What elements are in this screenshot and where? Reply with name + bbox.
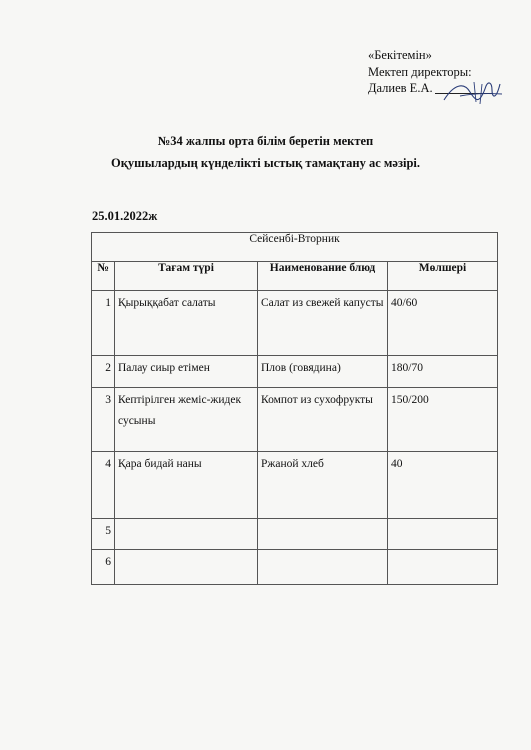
col-header-dish-ru: Наименование блюд <box>258 262 388 291</box>
dish-ru <box>258 519 388 550</box>
dish-amount <box>388 519 498 550</box>
dish-kz: Палау сиыр етімен <box>115 356 258 388</box>
menu-subtitle: Оқушылардың күнделікті ыстық тамақтану ас мәзірі. <box>110 156 420 170</box>
col-header-amount: Мөлшері <box>388 262 498 291</box>
menu-table <box>91 232 498 585</box>
dish-amount: 40 <box>388 452 498 519</box>
row-number: 6 <box>92 550 115 585</box>
table-row <box>92 452 498 519</box>
row-number: 2 <box>92 356 115 388</box>
dish-ru: Ржаной хлеб <box>258 452 388 519</box>
row-number: 3 <box>92 388 115 452</box>
header-row <box>92 262 498 291</box>
dish-kz: Қара бидай наны <box>115 452 258 519</box>
table-row <box>92 356 498 388</box>
dish-amount: 180/70 <box>388 356 498 388</box>
dish-ru: Салат из свежей капусты <box>258 291 388 356</box>
row-number: 5 <box>92 519 115 550</box>
approval-title: «Бекітемін» <box>368 48 432 62</box>
row-number: 1 <box>92 291 115 356</box>
dish-ru: Плов (говядина) <box>258 356 388 388</box>
row-number: 4 <box>92 452 115 519</box>
approval-name: Далиев Е.А. <box>368 81 433 95</box>
dish-ru <box>258 550 388 585</box>
signature-image <box>440 78 505 106</box>
dish-kz <box>115 550 258 585</box>
table-row <box>92 519 498 550</box>
dish-amount: 40/60 <box>388 291 498 356</box>
col-header-dish-kz: Тағам түрі <box>115 262 258 291</box>
menu-date: 25.01.2022ж <box>92 209 158 223</box>
table-row <box>92 388 498 452</box>
approval-position: Мектеп директоры: <box>368 64 472 79</box>
dish-amount: 150/200 <box>388 388 498 452</box>
table-row <box>92 550 498 585</box>
day-label: Сейсенбі-Вторник <box>92 233 498 262</box>
col-header-number: № <box>92 262 115 291</box>
table-row <box>92 291 498 356</box>
day-row <box>92 233 498 262</box>
dish-kz: Кептірілген жеміс-жидек сусыны <box>115 388 258 452</box>
dish-amount <box>388 550 498 585</box>
dish-ru: Компот из сухофрукты <box>258 388 388 452</box>
dish-kz: Қырыққабат салаты <box>115 291 258 356</box>
dish-kz <box>115 519 258 550</box>
school-name: №34 жалпы орта білім беретін мектеп <box>157 134 374 148</box>
